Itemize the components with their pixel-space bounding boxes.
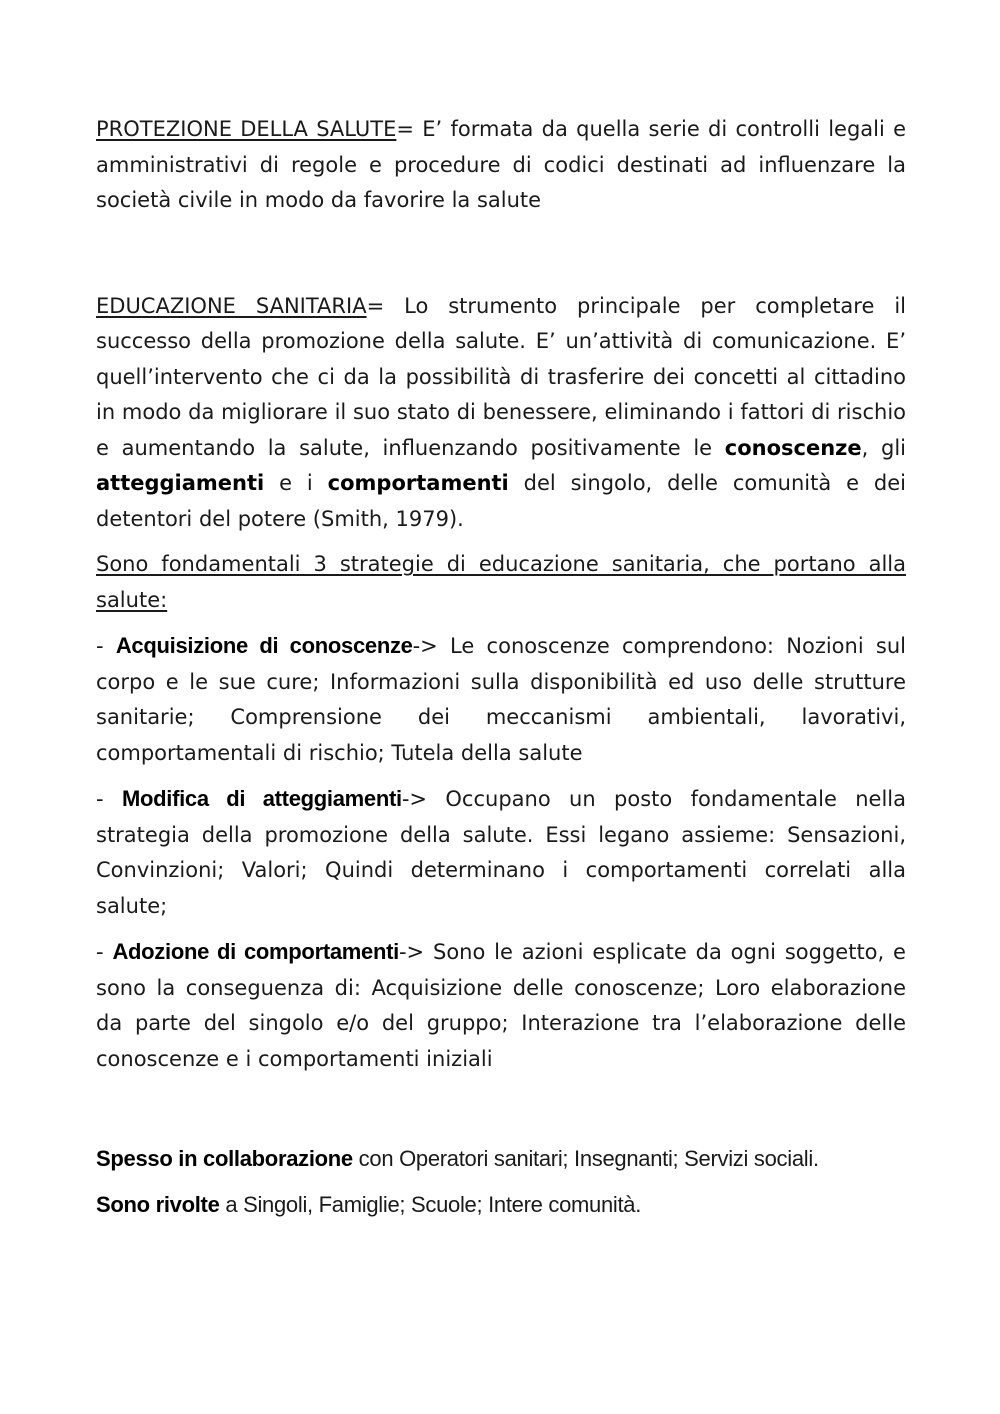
strategy-text: -> Occupano un posto fondamentale nella strategia della promozione della salute. Essi legano assieme: Sensazioni, Convinzioni; Valori; Quindi determinano i comportamenti correlati alla salute; (96, 787, 907, 918)
collaboration-text: con Operatori sanitari; Insegnanti; Servizi sociali. (352, 1146, 819, 1171)
strategies-intro: Sono fondamentali 3 strategie di educazione sanitaria, che portano alla salute: (96, 552, 906, 612)
item-dash: - (96, 634, 116, 658)
paragraph-protezione (96, 112, 906, 219)
educazione-text-3: e i (264, 471, 328, 495)
strategy-item-acquisizione (96, 628, 906, 771)
term-protezione: PROTEZIONE DELLA SALUTE (96, 117, 397, 141)
educazione-text-2: , gli (861, 435, 906, 460)
item-dash: - (96, 940, 113, 964)
strategy-item-adozione (96, 934, 906, 1077)
bold-comportamenti: comportamenti (327, 471, 509, 495)
target-line (96, 1187, 906, 1223)
target-text: a Singoli, Famiglie; Scuole; Intere comunità. (219, 1191, 642, 1217)
protezione-text: = E’ formata da quella serie di controlli legali e amministrativi di regole e procedure di codici destinati ad influenzare la società civile in modo da favorire la salute (96, 117, 907, 212)
bold-conoscenze: conoscenze (724, 435, 862, 460)
strategy-text: -> Le conoscenze comprendono: Nozioni sul corpo e le sue cure; Informazioni sulla disponibilità ed uso delle strutture sanitarie; Comprensione dei meccanismi ambientali, lavorativi, comportamentali di rischio; Tutela della salute (96, 634, 907, 765)
target-bold: Sono rivolte (96, 1191, 220, 1217)
collaboration-bold: Spesso in collaborazione (96, 1146, 353, 1171)
strategy-text: -> Sono le azioni esplicate da ogni soggetto, e sono la conseguenza di: Acquisizione delle conoscenze; Loro elaborazione da parte del singolo e/o del gruppo; Interazione tra l’elaborazione delle conoscenze e i comportamenti iniziali (96, 940, 906, 1071)
term-educazione: EDUCAZIONE SANITARIA (96, 293, 367, 318)
strategy-title: Modifica di atteggiamenti (121, 786, 402, 811)
educazione-text-4: del singolo, delle comunità e dei detentori del potere (Smith, 1979). (96, 471, 907, 531)
bold-atteggiamenti: atteggiamenti (96, 471, 265, 495)
document-page (96, 112, 906, 1222)
collaboration-line (96, 1141, 906, 1177)
strategy-title: Acquisizione di conoscenze (115, 633, 413, 658)
strategy-title: Adozione di comportamenti (112, 939, 399, 964)
educazione-text-1: = Lo strumento principale per completare il successo della promozione della salute. E’ un’attività di comunicazione. E’ quell’intervento che ci da la possibilità di trasferire dei concetti al cittadino in modo da migliorare il suo stato di benessere, eliminando i fattori di rischio e aumentando la salute, influenzando positivamente le (96, 293, 906, 460)
item-dash: - (96, 787, 122, 811)
spacer (96, 219, 906, 289)
strategy-item-modifica (96, 781, 906, 924)
paragraph-educazione (96, 289, 906, 538)
